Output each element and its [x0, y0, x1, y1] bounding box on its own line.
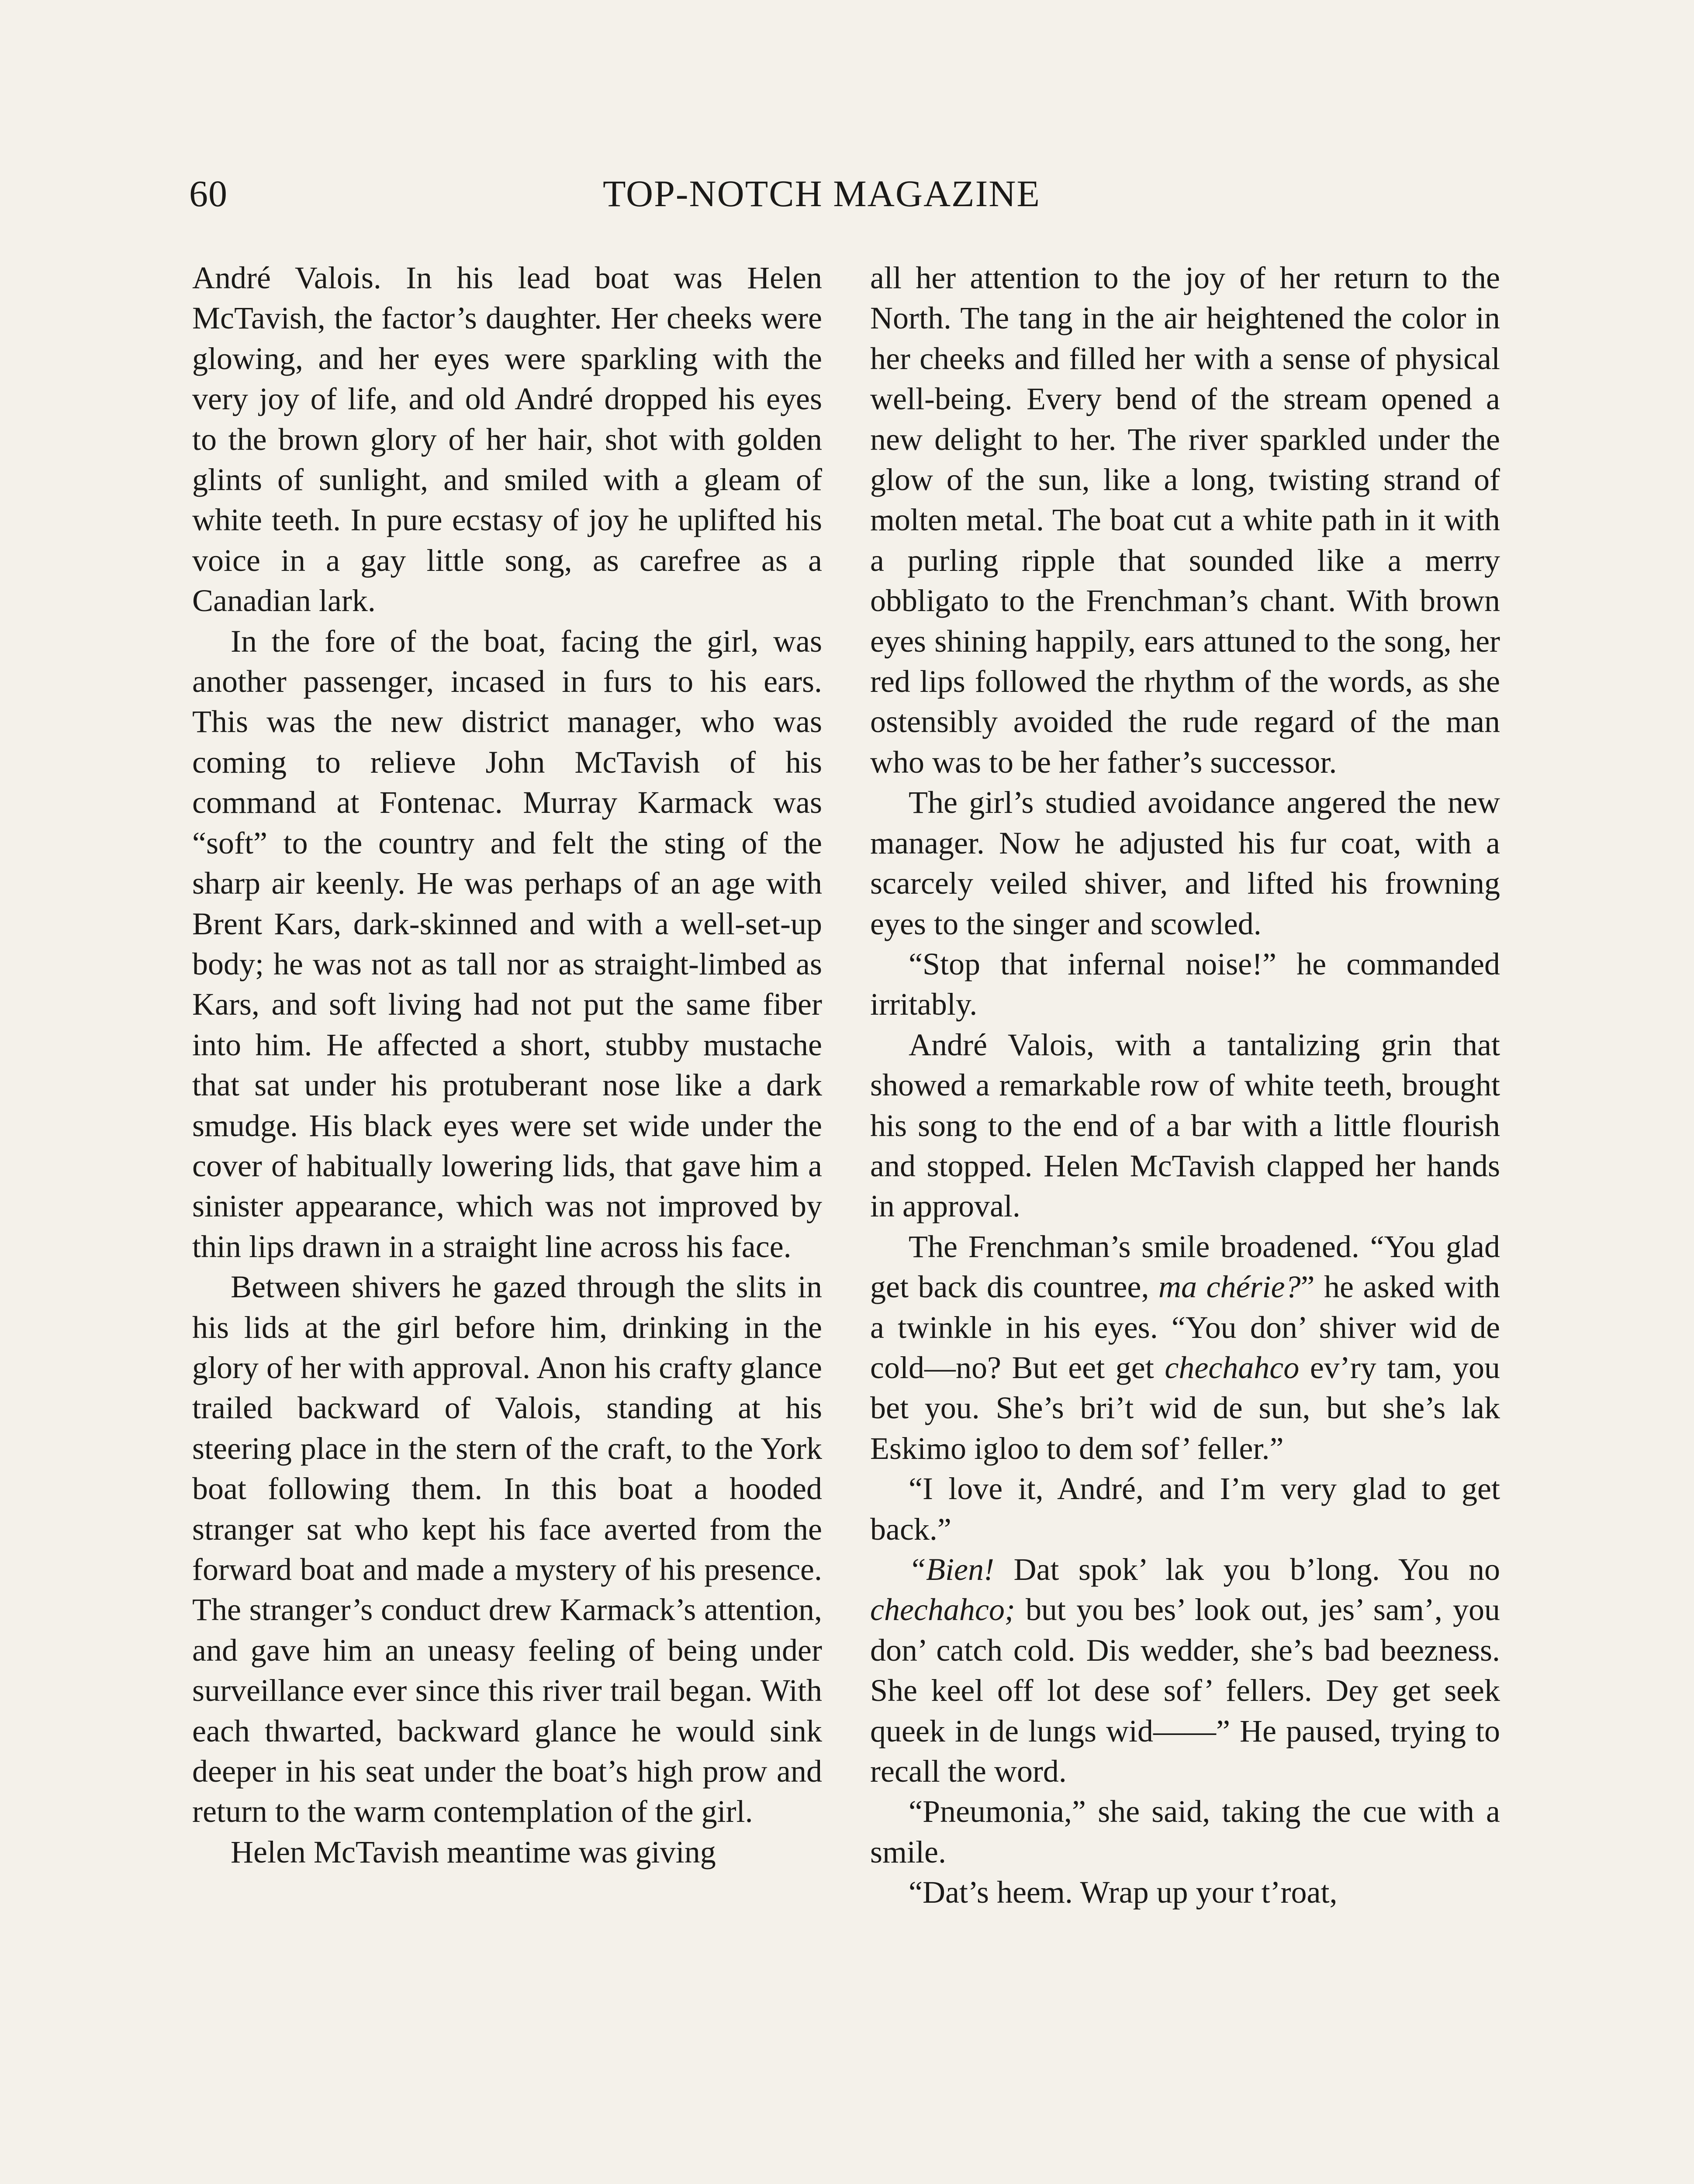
- paragraph: André Valois, with a tantalizing grin that showed a remarkable row of white teeth, brought his song to the end of a bar with a little flourish and stopped. Helen McTavish clapped her hands in approval.: [870, 1027, 1500, 1224]
- text-run: Dat spok’ lak you b’long. You no: [994, 1552, 1500, 1587]
- italic-text: “Bien!: [909, 1552, 994, 1587]
- paragraph: “Pneumonia,” she said, taking the cue with a smile.: [870, 1794, 1500, 1870]
- paragraph: “Stop that infernal noise!” he commanded irritably.: [870, 946, 1500, 1022]
- text-run: ev’ry tam, you bet you. She’s bri’t wid de sun, but she’s lak Eskimo igloo to dem sof’ feller.”: [870, 1350, 1500, 1466]
- running-head: TOP-NOTCH MAGAZINE: [603, 173, 1041, 214]
- italic-text: ma chérie?: [1158, 1269, 1301, 1305]
- italic-text: chechahco: [1165, 1350, 1300, 1385]
- paragraph: Helen McTavish meantime was giving: [231, 1834, 716, 1870]
- paragraph: “Dat’s heem. Wrap up your t’roat,: [909, 1875, 1338, 1910]
- left-column: [192, 258, 822, 1872]
- paragraph: all her attention to the joy of her return to the North. The tang in the air heightened the color in her cheeks and filled her with a sense of physical well-being. Every bend of the stream opened a new delight to her. The river sparkled under the glow of the sun, like a long, twisting strand of molten metal. The boat cut a white path in it with a purling ripple that sounded like a merry obbligato to the Frenchman’s chant. With brown eyes shining happily, ears attuned to the song, her red lips followed the rhythm of the words, as she ostensibly avoided the rude regard of the man who was to be her father’s successor.: [870, 260, 1500, 780]
- paragraph: In the fore of the boat, facing the girl, was another passenger, incased in furs to his ears. This was the new district manager, who was coming to relieve John McTavish of his command at Fontenac. Murray Karmack was “soft” to the country and felt the sting of the sharp air keenly. He was perhaps of an age with Brent Kars, dark-skinned and with a well-set-up body; he was not as tall nor as straight-limbed as Kars, and soft living had not put the same fiber into him. He affected a short, stubby mustache that sat under his protuberant nose like a dark smudge. His black eyes were set wide under the cover of habitually lowering lids, that gave him a sinister appearance, which was not improved by thin lips drawn in a straight line across his face.: [192, 623, 822, 1264]
- page-number: 60: [189, 173, 228, 214]
- paragraph: “I love it, André, and I’m very glad to get back.”: [870, 1471, 1500, 1547]
- text-run: ” he asked with a twinkle in his eyes. “You don’ shiver wid de cold—no? But eet get: [870, 1269, 1500, 1385]
- right-column: [870, 258, 1500, 1913]
- text-run: but you bes’ look out, jes’ sam’, you don’ catch cold. Dis wedder, she’s bad beezness. She keel off lot dese sof’ fellers. Dey get seek queek in de lungs wid——” He paused, trying to recall the word.: [870, 1592, 1500, 1789]
- paragraph: André Valois. In his lead boat was Helen McTavish, the factor’s daughter. Her cheeks were glowing, and her eyes were sparkling with the very joy of life, and old André dropped his eyes to the brown glory of her hair, shot with golden glints of sunlight, and smiled with a gleam of white teeth. In pure ecstasy of joy he uplifted his voice in a gay little song, as carefree as a Canadian lark.: [192, 260, 822, 619]
- paragraph: [870, 1549, 1500, 1791]
- italic-text: chechahco;: [870, 1592, 1015, 1628]
- paragraph: [870, 1227, 1500, 1469]
- text-run: The Frenchman’s smile broadened. “You glad get back dis countree,: [870, 1229, 1500, 1305]
- paragraph: The girl’s studied avoidance angered the new manager. Now he adjusted his fur coat, with a scarcely veiled shiver, and lifted his frowning eyes to the singer and scowled.: [870, 785, 1500, 941]
- paragraph: Between shivers he gazed through the slits in his lids at the girl before him, drinking in the glory of her with approval. Anon his crafty glance trailed backward of Valois, standing at his steering place in the stern of the craft, to the York boat following them. In this boat a hooded stranger sat who kept his face averted from the forward boat and made a mystery of his presence. The stranger’s conduct drew Karmack’s attention, and gave him an uneasy feeling of being under surveillance ever since this river trail began. With each thwarted, backward glance he would sink deeper in his seat under the boat’s high prow and return to the warm contemplation of the girl.: [192, 1269, 822, 1829]
